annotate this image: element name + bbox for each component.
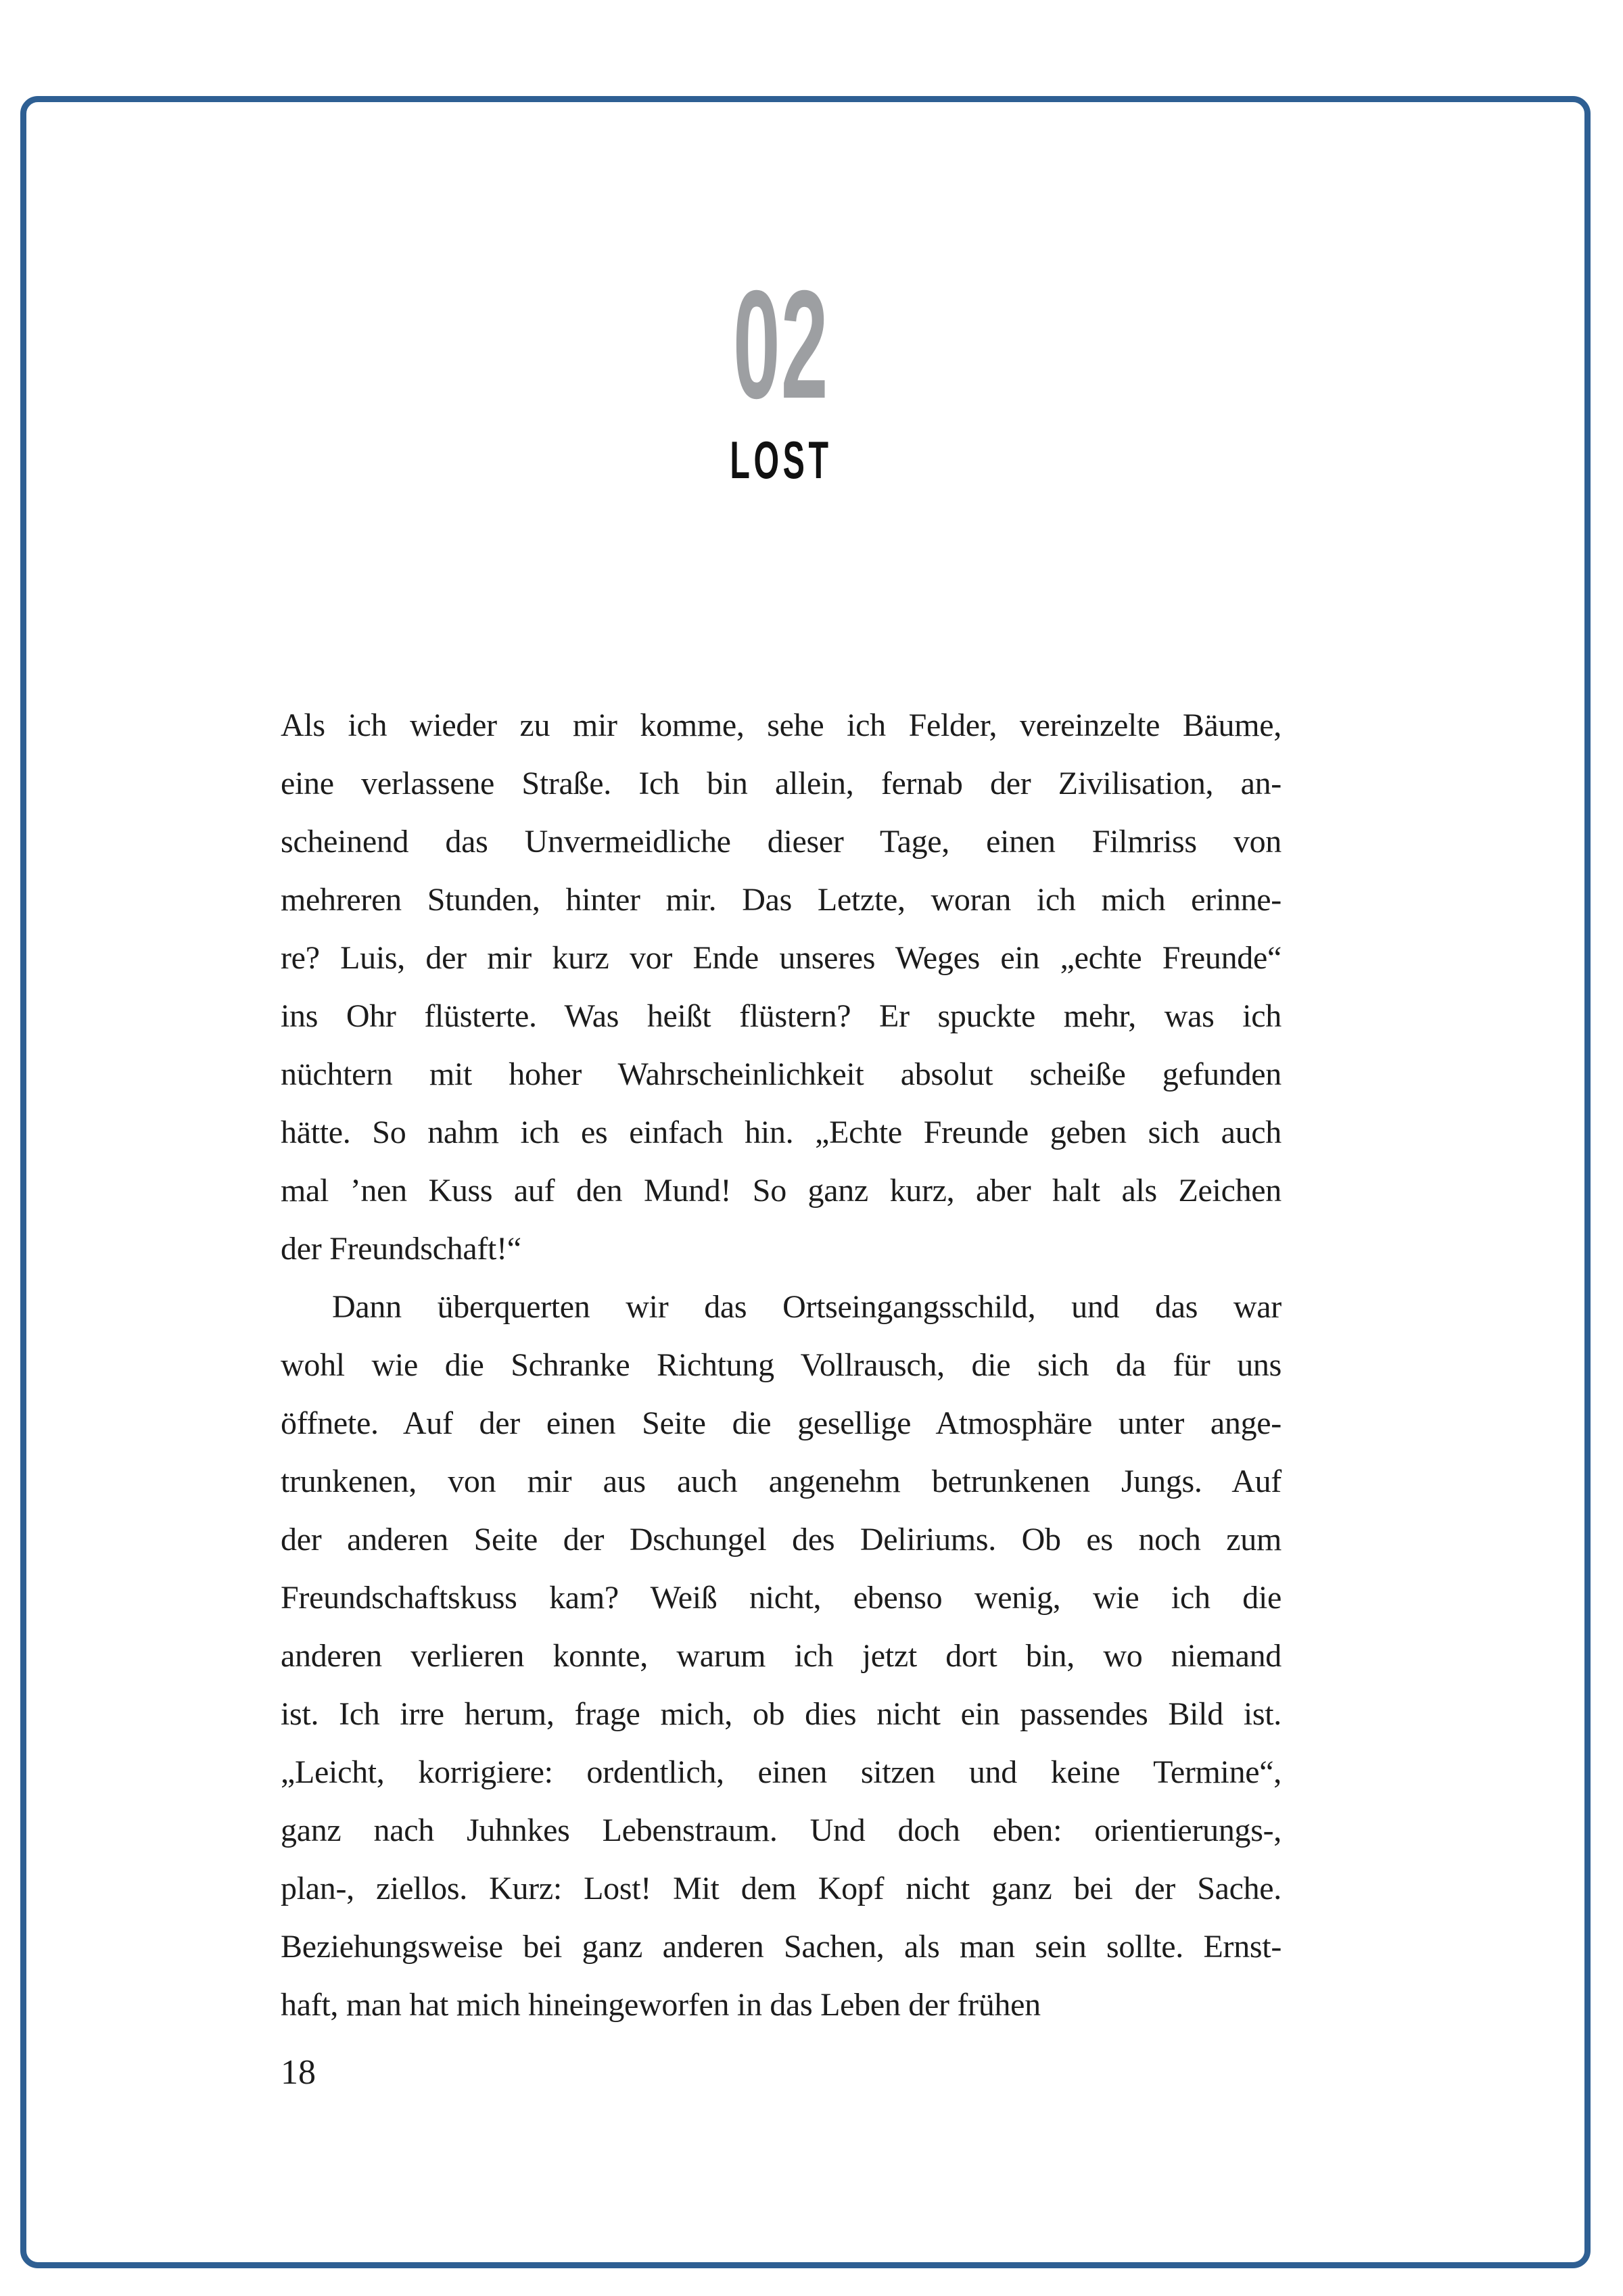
text-line: ist. Ich irre herum, frage mich, ob dies nicht ein passendes Bild ist. (281, 1696, 1281, 1732)
body-text (281, 697, 1281, 2034)
page-number: 18 (281, 2053, 316, 2092)
chapter-title (281, 429, 1281, 490)
chapter-title-text: LOST (730, 430, 832, 490)
text-line: mal ’nen Kuss auf den Mund! So ganz kurz, aber halt als Zeichen (281, 1173, 1281, 1209)
text-line: Als ich wieder zu mir komme, sehe ich Felder, vereinzelte Bäume, (281, 707, 1281, 743)
text-line: eine verlassene Straße. Ich bin allein, fernab der Zivilisation, an- (281, 766, 1281, 801)
text-line: ganz nach Juhnkes Lebenstraum. Und doch eben: orientierungs-, (281, 1812, 1281, 1848)
text-line: anderen verlieren konnte, warum ich jetzt dort bin, wo niemand (281, 1638, 1281, 1674)
chapter-number-text: 02 (733, 259, 829, 431)
chapter-number (281, 259, 1281, 431)
text-line: hätte. So nahm ich es einfach hin. „Echte Freunde geben sich auch (281, 1115, 1281, 1150)
text-line: der anderen Seite der Dschungel des Deliriums. Ob es noch zum (281, 1522, 1281, 1557)
text-line: „Leicht, korrigiere: ordentlich, einen sitzen und keine Termine“, (281, 1754, 1281, 1790)
text-line: öffnete. Auf der einen Seite die gesellige Atmosphäre unter ange- (281, 1405, 1281, 1441)
text-line: plan-, ziellos. Kurz: Lost! Mit dem Kopf nicht ganz bei der Sache. (281, 1871, 1281, 1906)
text-line: mehreren Stunden, hinter mir. Das Letzte, woran ich mich erinne- (281, 882, 1281, 918)
text-line: Dann überquerten wir das Ortseingangsschild, und das war (332, 1289, 1281, 1325)
text-line: nüchtern mit hoher Wahrscheinlichkeit absolut scheiße gefunden (281, 1056, 1281, 1092)
text-line: Beziehungsweise bei ganz anderen Sachen, als man sein sollte. Ernst- (281, 1929, 1281, 1965)
text-line: scheinend das Unvermeidliche dieser Tage, einen Filmriss von (281, 824, 1281, 860)
text-line: der Freundschaft!“ (281, 1231, 521, 1267)
text-line: re? Luis, der mir kurz vor Ende unseres Weges ein „echte Freunde“ (281, 940, 1281, 976)
text-line: Freundschaftskuss kam? Weiß nicht, ebenso wenig, wie ich die (281, 1580, 1281, 1616)
text-line: wohl wie die Schranke Richtung Vollrausch, die sich da für uns (281, 1347, 1281, 1383)
text-line: ins Ohr flüsterte. Was heißt flüstern? Er spuckte mehr, was ich (281, 998, 1281, 1034)
text-line: haft, man hat mich hineingeworfen in das Leben der frühen (281, 1987, 1041, 2023)
text-line: trunkenen, von mir aus auch angenehm betrunkenen Jungs. Auf (281, 1463, 1281, 1499)
chapter-heading (281, 259, 1281, 490)
